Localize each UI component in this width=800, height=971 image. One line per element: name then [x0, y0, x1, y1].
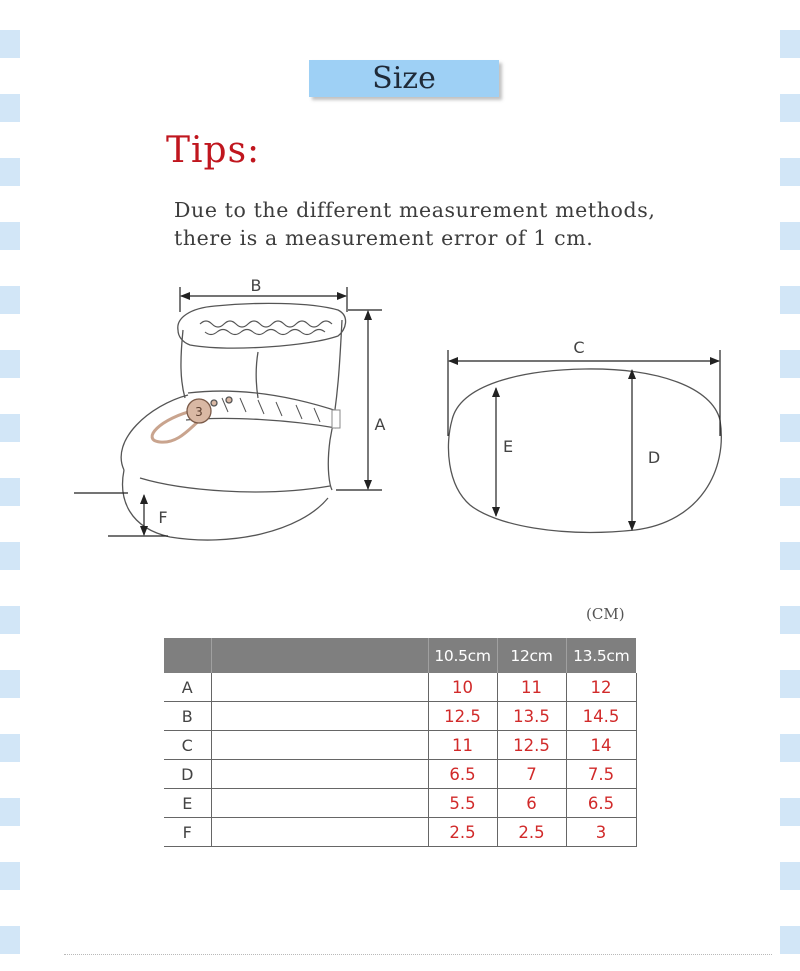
table-row	[164, 789, 636, 818]
row-label: B	[164, 702, 211, 731]
unit-label: (CM)	[586, 605, 625, 623]
tips-heading: Tips:	[166, 130, 261, 171]
sole-outline	[448, 369, 721, 532]
row-label: D	[164, 760, 211, 789]
table-row	[164, 702, 636, 731]
stripe-square	[780, 606, 800, 634]
row-label: F	[164, 818, 211, 847]
tips-line-1: Due to the different measurement methods,	[174, 198, 656, 222]
svg-text:3: 3	[195, 405, 203, 419]
value-cell: 11	[428, 731, 497, 760]
tips-line-2: there is a measurement error of 1 cm.	[174, 226, 594, 250]
stripe-square	[780, 862, 800, 890]
stripe-square	[0, 862, 20, 890]
value-cell: 12.5	[497, 731, 566, 760]
row-label: A	[164, 673, 211, 702]
stripe-square	[0, 798, 20, 826]
table-row	[164, 818, 636, 847]
size-table	[164, 638, 637, 847]
header-cell-blank	[211, 638, 428, 673]
stripe-square	[780, 926, 800, 954]
blank-cell	[211, 731, 428, 760]
table-row	[164, 673, 636, 702]
value-cell: 2.5	[428, 818, 497, 847]
stripe-square	[0, 926, 20, 954]
label-a: A	[374, 415, 386, 434]
value-cell: 12.5	[428, 702, 497, 731]
value-cell: 7	[497, 760, 566, 789]
blank-cell	[211, 702, 428, 731]
value-cell: 11	[497, 673, 566, 702]
header-cell-blank	[164, 638, 211, 673]
stripe-square	[780, 670, 800, 698]
stripe-square	[780, 734, 800, 762]
baby-bootie-illustration	[121, 303, 345, 540]
table-row	[164, 731, 636, 760]
header-size-13-5: 13.5cm	[566, 638, 636, 673]
header-size-12: 12cm	[497, 638, 566, 673]
blank-cell	[211, 789, 428, 818]
value-cell: 5.5	[428, 789, 497, 818]
stripe-square	[0, 734, 20, 762]
value-cell: 10	[428, 673, 497, 702]
value-cell: 13.5	[497, 702, 566, 731]
blank-cell	[211, 760, 428, 789]
value-cell: 14.5	[566, 702, 636, 731]
value-cell: 12	[566, 673, 636, 702]
stripe-square	[0, 670, 20, 698]
row-label: E	[164, 789, 211, 818]
blank-cell	[211, 818, 428, 847]
row-label: C	[164, 731, 211, 760]
value-cell: 7.5	[566, 760, 636, 789]
table-row	[164, 760, 636, 789]
value-cell: 3	[566, 818, 636, 847]
header-size-10-5: 10.5cm	[428, 638, 497, 673]
value-cell: 2.5	[497, 818, 566, 847]
value-cell: 14	[566, 731, 636, 760]
label-c: C	[573, 338, 585, 357]
value-cell: 6	[497, 789, 566, 818]
bottom-divider	[64, 954, 772, 955]
label-e: E	[502, 437, 514, 456]
table-header-row	[164, 638, 636, 673]
label-f: F	[158, 508, 168, 527]
blank-cell	[211, 673, 428, 702]
label-d: D	[647, 448, 661, 467]
stripe-square	[780, 798, 800, 826]
label-b: B	[250, 276, 262, 295]
stripe-square	[0, 606, 20, 634]
value-cell: 6.5	[428, 760, 497, 789]
size-banner: Size	[309, 60, 499, 97]
value-cell: 6.5	[566, 789, 636, 818]
